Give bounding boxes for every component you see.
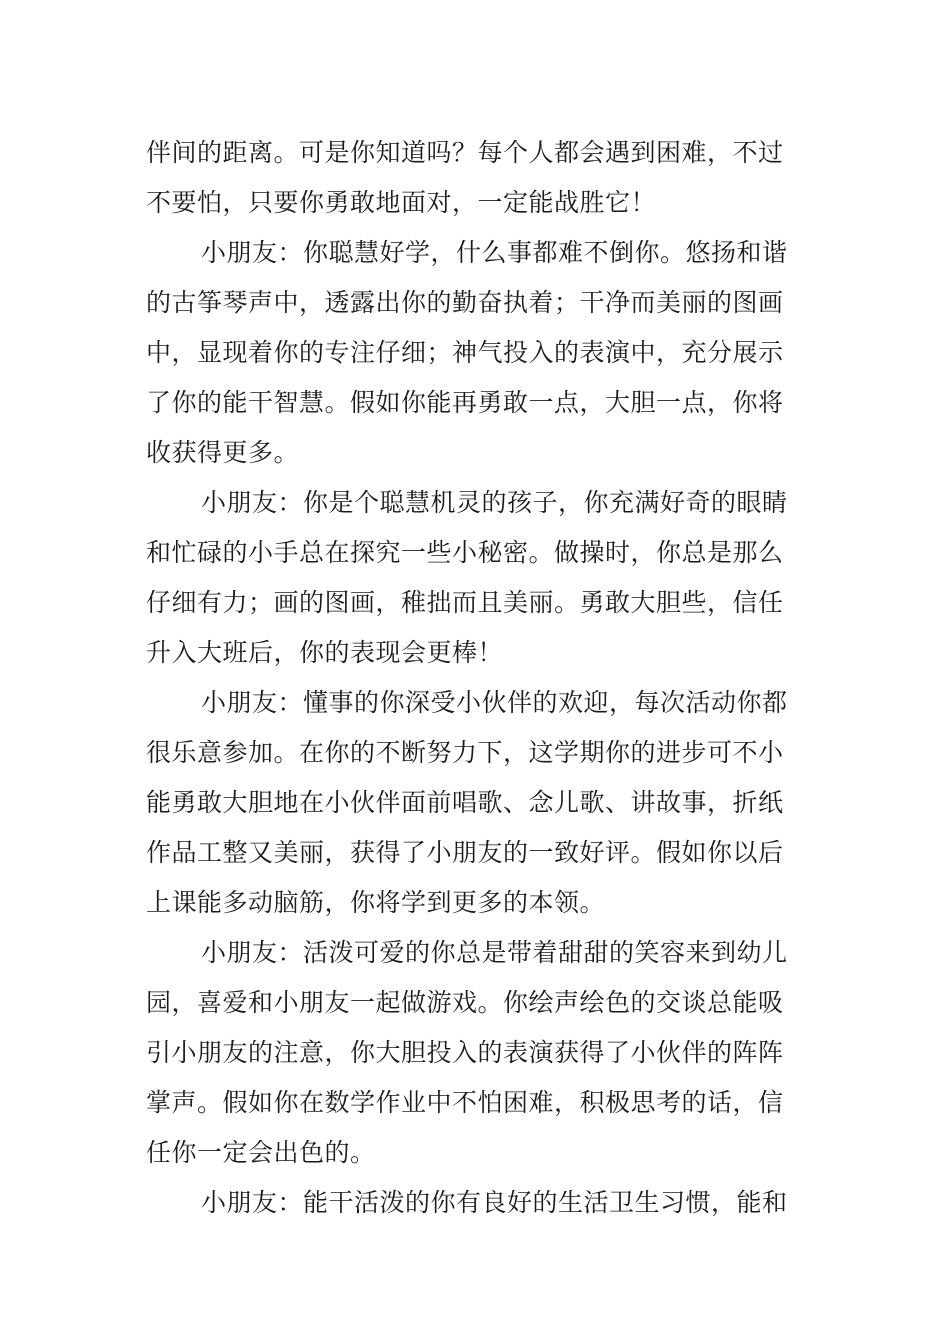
paragraph bbox=[146, 128, 808, 228]
text-line: 小朋友：能干活泼的你有良好的生活卫生习惯，能和 bbox=[201, 1188, 788, 1217]
text-line: 引小朋友的注意，你大胆投入的表演获得了小伙伴的阵阵 bbox=[146, 1038, 784, 1067]
text-line: 小朋友：懂事的你深受小伙伴的欢迎，每次活动你都 bbox=[201, 688, 788, 717]
text-line: 升入大班后，你的表现会更棒！ bbox=[146, 638, 504, 667]
paragraph bbox=[146, 1178, 808, 1228]
text-line: 了你的能干智慧。假如你能再勇敢一点，大胆一点，你将 bbox=[146, 388, 784, 417]
document-body bbox=[146, 128, 808, 1228]
paragraph bbox=[146, 678, 808, 928]
paragraph bbox=[146, 228, 808, 478]
text-line: 掌声。假如你在数学作业中不怕困难，积极思考的话，信 bbox=[146, 1088, 784, 1117]
text-line: 很乐意参加。在你的不断努力下，这学期你的进步可不小 bbox=[146, 738, 784, 767]
text-line: 上课能多动脑筋，你将学到更多的本领。 bbox=[146, 888, 606, 917]
paragraph bbox=[146, 478, 808, 678]
paragraph bbox=[146, 928, 808, 1178]
text-line: 仔细有力；画的图画，稚拙而且美丽。勇敢大胆些，信任 bbox=[146, 588, 784, 617]
text-line: 能勇敢大胆地在小伙伴面前唱歌、念儿歌、讲故事，折纸 bbox=[146, 788, 784, 817]
text-line: 作品工整又美丽，获得了小朋友的一致好评。假如你以后 bbox=[146, 838, 784, 867]
text-line: 园，喜爱和小朋友一起做游戏。你绘声绘色的交谈总能吸 bbox=[146, 988, 784, 1017]
text-line: 伴间的距离。可是你知道吗？每个人都会遇到困难，不过 bbox=[146, 138, 784, 167]
text-line: 中，显现着你的专注仔细；神气投入的表演中，充分展示 bbox=[146, 338, 784, 367]
text-line: 收获得更多。 bbox=[146, 438, 300, 467]
text-line: 和忙碌的小手总在探究一些小秘密。做操时，你总是那么 bbox=[146, 538, 784, 567]
text-line: 小朋友：活泼可爱的你总是带着甜甜的笑容来到幼儿 bbox=[201, 938, 788, 967]
text-line: 的古筝琴声中，透露出你的勤奋执着；干净而美丽的图画 bbox=[146, 288, 784, 317]
text-line: 任你一定会出色的。 bbox=[146, 1138, 376, 1167]
text-line: 不要怕，只要你勇敢地面对，一定能战胜它！ bbox=[146, 188, 657, 217]
text-line: 小朋友：你聪慧好学，什么事都难不倒你。悠扬和谐 bbox=[201, 238, 788, 267]
text-line: 小朋友：你是个聪慧机灵的孩子，你充满好奇的眼睛 bbox=[201, 488, 788, 517]
